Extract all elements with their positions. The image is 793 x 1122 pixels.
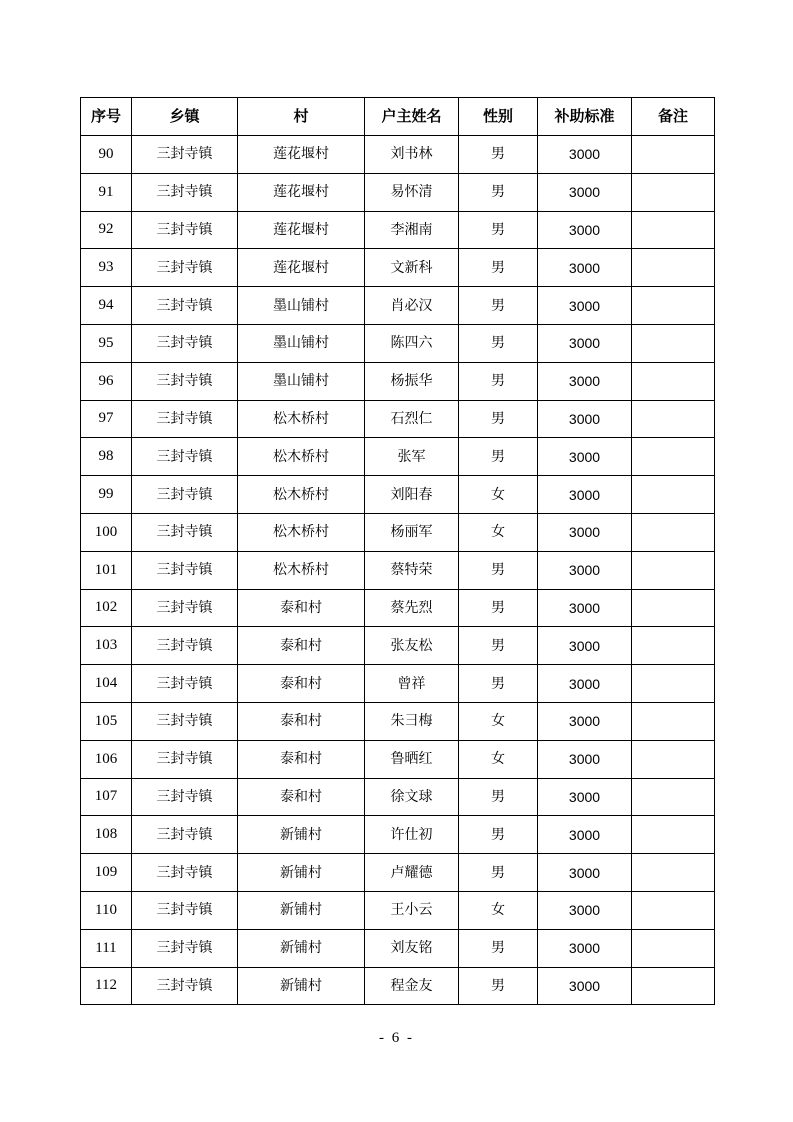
table-row (81, 627, 715, 665)
cell-householder-name: 张友松 (365, 627, 459, 665)
cell-township: 三封寺镇 (132, 324, 238, 362)
cell-village: 新铺村 (238, 929, 365, 967)
cell-householder-name: 文新科 (365, 249, 459, 287)
table-row (81, 967, 715, 1005)
cell-serial-number: 112 (81, 967, 132, 1005)
cell-gender: 男 (459, 211, 538, 249)
header-serial-number: 序号 (81, 98, 132, 136)
cell-subsidy-standard: 3000 (538, 778, 632, 816)
cell-gender: 男 (459, 362, 538, 400)
cell-subsidy-standard: 3000 (538, 249, 632, 287)
cell-gender: 男 (459, 816, 538, 854)
cell-serial-number: 105 (81, 702, 132, 740)
cell-serial-number: 106 (81, 740, 132, 778)
header-gender: 性别 (459, 98, 538, 136)
table-row (81, 438, 715, 476)
cell-township: 三封寺镇 (132, 929, 238, 967)
table-row (81, 778, 715, 816)
cell-remarks (632, 287, 715, 325)
cell-serial-number: 94 (81, 287, 132, 325)
cell-village: 泰和村 (238, 627, 365, 665)
cell-gender: 男 (459, 136, 538, 174)
table-row (81, 173, 715, 211)
table-row (81, 400, 715, 438)
cell-gender: 男 (459, 173, 538, 211)
cell-gender: 男 (459, 324, 538, 362)
cell-householder-name: 程金友 (365, 967, 459, 1005)
cell-subsidy-standard: 3000 (538, 438, 632, 476)
cell-householder-name: 许仕初 (365, 816, 459, 854)
cell-subsidy-standard: 3000 (538, 740, 632, 778)
header-subsidy-standard: 补助标准 (538, 98, 632, 136)
cell-remarks (632, 854, 715, 892)
cell-village: 墨山铺村 (238, 287, 365, 325)
cell-township: 三封寺镇 (132, 476, 238, 514)
cell-subsidy-standard: 3000 (538, 136, 632, 174)
header-remarks: 备注 (632, 98, 715, 136)
cell-householder-name: 王小云 (365, 891, 459, 929)
cell-subsidy-standard: 3000 (538, 287, 632, 325)
cell-householder-name: 卢耀德 (365, 854, 459, 892)
cell-subsidy-standard: 3000 (538, 627, 632, 665)
cell-remarks (632, 249, 715, 287)
cell-township: 三封寺镇 (132, 702, 238, 740)
cell-serial-number: 102 (81, 589, 132, 627)
cell-township: 三封寺镇 (132, 854, 238, 892)
cell-remarks (632, 211, 715, 249)
cell-remarks (632, 967, 715, 1005)
table-row (81, 891, 715, 929)
cell-subsidy-standard: 3000 (538, 967, 632, 1005)
table-row (81, 249, 715, 287)
cell-serial-number: 97 (81, 400, 132, 438)
cell-village: 墨山铺村 (238, 362, 365, 400)
cell-township: 三封寺镇 (132, 400, 238, 438)
cell-subsidy-standard: 3000 (538, 665, 632, 703)
cell-householder-name: 杨振华 (365, 362, 459, 400)
cell-village: 新铺村 (238, 891, 365, 929)
cell-gender: 男 (459, 665, 538, 703)
table-row (81, 513, 715, 551)
table-row (81, 211, 715, 249)
cell-subsidy-standard: 3000 (538, 211, 632, 249)
cell-subsidy-standard: 3000 (538, 551, 632, 589)
cell-householder-name: 朱彐梅 (365, 702, 459, 740)
cell-serial-number: 99 (81, 476, 132, 514)
header-township: 乡镇 (132, 98, 238, 136)
cell-gender: 男 (459, 438, 538, 476)
cell-householder-name: 蔡先烈 (365, 589, 459, 627)
cell-village: 莲花堰村 (238, 249, 365, 287)
table-row (81, 362, 715, 400)
subsidy-table (80, 97, 715, 1005)
cell-gender: 男 (459, 249, 538, 287)
cell-serial-number: 104 (81, 665, 132, 703)
cell-serial-number: 108 (81, 816, 132, 854)
cell-householder-name: 徐文球 (365, 778, 459, 816)
cell-gender: 男 (459, 854, 538, 892)
cell-householder-name: 鲁晒红 (365, 740, 459, 778)
cell-remarks (632, 513, 715, 551)
cell-township: 三封寺镇 (132, 362, 238, 400)
cell-village: 泰和村 (238, 589, 365, 627)
cell-subsidy-standard: 3000 (538, 589, 632, 627)
table-row (81, 324, 715, 362)
cell-remarks (632, 627, 715, 665)
cell-subsidy-standard: 3000 (538, 476, 632, 514)
cell-householder-name: 陈四六 (365, 324, 459, 362)
cell-remarks (632, 173, 715, 211)
cell-village: 新铺村 (238, 854, 365, 892)
table-row (81, 854, 715, 892)
cell-village: 松木桥村 (238, 476, 365, 514)
cell-serial-number: 98 (81, 438, 132, 476)
cell-gender: 男 (459, 589, 538, 627)
cell-householder-name: 张军 (365, 438, 459, 476)
cell-gender: 男 (459, 400, 538, 438)
table-row (81, 665, 715, 703)
cell-village: 墨山铺村 (238, 324, 365, 362)
cell-remarks (632, 589, 715, 627)
table-row (81, 929, 715, 967)
cell-gender: 女 (459, 891, 538, 929)
cell-serial-number: 91 (81, 173, 132, 211)
cell-gender: 女 (459, 513, 538, 551)
cell-township: 三封寺镇 (132, 778, 238, 816)
cell-gender: 男 (459, 778, 538, 816)
table-body (81, 136, 715, 1005)
cell-householder-name: 石烈仁 (365, 400, 459, 438)
table-row (81, 287, 715, 325)
cell-gender: 男 (459, 627, 538, 665)
header-householder-name: 户主姓名 (365, 98, 459, 136)
cell-serial-number: 100 (81, 513, 132, 551)
cell-village: 新铺村 (238, 967, 365, 1005)
cell-householder-name: 刘书林 (365, 136, 459, 174)
cell-township: 三封寺镇 (132, 665, 238, 703)
table-row (81, 551, 715, 589)
cell-householder-name: 曾祥 (365, 665, 459, 703)
cell-village: 松木桥村 (238, 513, 365, 551)
cell-householder-name: 李湘南 (365, 211, 459, 249)
cell-gender: 男 (459, 967, 538, 1005)
cell-remarks (632, 476, 715, 514)
cell-gender: 女 (459, 740, 538, 778)
cell-gender: 男 (459, 551, 538, 589)
cell-village: 莲花堰村 (238, 173, 365, 211)
cell-remarks (632, 400, 715, 438)
cell-remarks (632, 551, 715, 589)
cell-serial-number: 90 (81, 136, 132, 174)
cell-village: 泰和村 (238, 702, 365, 740)
cell-serial-number: 103 (81, 627, 132, 665)
cell-township: 三封寺镇 (132, 627, 238, 665)
cell-subsidy-standard: 3000 (538, 513, 632, 551)
cell-householder-name: 刘阳春 (365, 476, 459, 514)
cell-householder-name: 杨丽军 (365, 513, 459, 551)
cell-gender: 男 (459, 287, 538, 325)
cell-township: 三封寺镇 (132, 136, 238, 174)
cell-township: 三封寺镇 (132, 891, 238, 929)
cell-gender: 女 (459, 476, 538, 514)
cell-serial-number: 96 (81, 362, 132, 400)
cell-subsidy-standard: 3000 (538, 324, 632, 362)
cell-township: 三封寺镇 (132, 740, 238, 778)
cell-township: 三封寺镇 (132, 551, 238, 589)
cell-householder-name: 肖必汉 (365, 287, 459, 325)
cell-township: 三封寺镇 (132, 249, 238, 287)
cell-remarks (632, 929, 715, 967)
cell-remarks (632, 136, 715, 174)
cell-village: 松木桥村 (238, 438, 365, 476)
cell-serial-number: 92 (81, 211, 132, 249)
cell-remarks (632, 324, 715, 362)
cell-village: 泰和村 (238, 740, 365, 778)
cell-serial-number: 110 (81, 891, 132, 929)
table-row (81, 136, 715, 174)
cell-serial-number: 93 (81, 249, 132, 287)
cell-township: 三封寺镇 (132, 173, 238, 211)
cell-householder-name: 刘友铭 (365, 929, 459, 967)
cell-serial-number: 109 (81, 854, 132, 892)
cell-township: 三封寺镇 (132, 589, 238, 627)
cell-remarks (632, 702, 715, 740)
cell-gender: 男 (459, 929, 538, 967)
cell-householder-name: 易怀清 (365, 173, 459, 211)
cell-subsidy-standard: 3000 (538, 702, 632, 740)
cell-village: 莲花堰村 (238, 211, 365, 249)
cell-subsidy-standard: 3000 (538, 816, 632, 854)
cell-remarks (632, 362, 715, 400)
cell-subsidy-standard: 3000 (538, 854, 632, 892)
page-number: - 6 - (379, 1030, 414, 1046)
cell-gender: 女 (459, 702, 538, 740)
cell-township: 三封寺镇 (132, 816, 238, 854)
cell-township: 三封寺镇 (132, 211, 238, 249)
cell-village: 泰和村 (238, 665, 365, 703)
cell-remarks (632, 740, 715, 778)
cell-village: 松木桥村 (238, 400, 365, 438)
cell-township: 三封寺镇 (132, 513, 238, 551)
cell-township: 三封寺镇 (132, 967, 238, 1005)
cell-remarks (632, 891, 715, 929)
cell-village: 莲花堰村 (238, 136, 365, 174)
cell-remarks (632, 778, 715, 816)
cell-serial-number: 107 (81, 778, 132, 816)
table-row (81, 816, 715, 854)
cell-householder-name: 蔡特荣 (365, 551, 459, 589)
cell-serial-number: 111 (81, 929, 132, 967)
cell-subsidy-standard: 3000 (538, 362, 632, 400)
cell-subsidy-standard: 3000 (538, 173, 632, 211)
cell-remarks (632, 665, 715, 703)
cell-township: 三封寺镇 (132, 287, 238, 325)
cell-subsidy-standard: 3000 (538, 929, 632, 967)
cell-village: 泰和村 (238, 778, 365, 816)
cell-township: 三封寺镇 (132, 438, 238, 476)
cell-serial-number: 101 (81, 551, 132, 589)
cell-subsidy-standard: 3000 (538, 400, 632, 438)
header-village: 村 (238, 98, 365, 136)
table-row (81, 589, 715, 627)
cell-remarks (632, 816, 715, 854)
cell-subsidy-standard: 3000 (538, 891, 632, 929)
cell-village: 新铺村 (238, 816, 365, 854)
table-row (81, 702, 715, 740)
table-row (81, 476, 715, 514)
table-row (81, 740, 715, 778)
cell-village: 松木桥村 (238, 551, 365, 589)
cell-serial-number: 95 (81, 324, 132, 362)
table-header-row (81, 98, 715, 136)
cell-remarks (632, 438, 715, 476)
